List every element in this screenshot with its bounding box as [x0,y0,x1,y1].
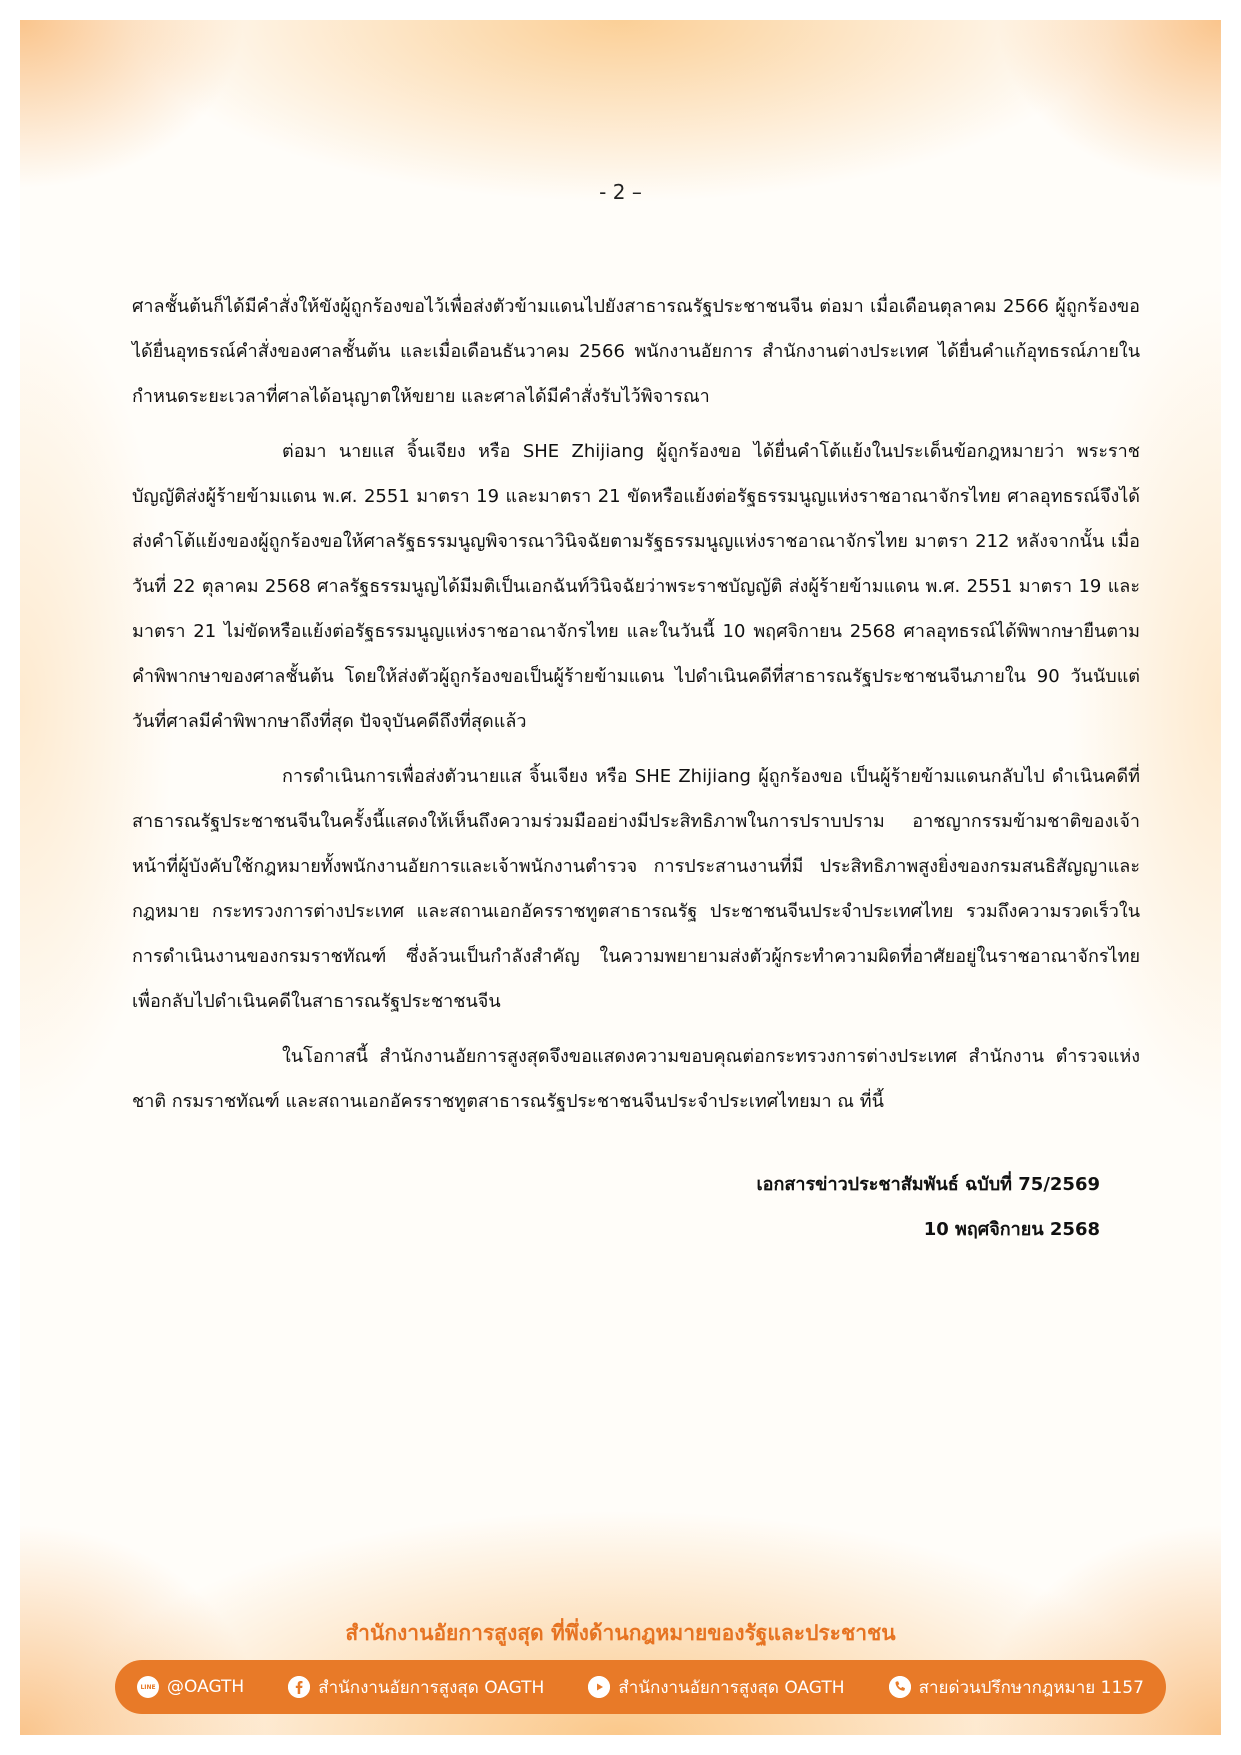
youtube-icon [588,1676,610,1698]
paragraph-2: ต่อมา นายแส จิ้นเจียง หรือ SHE Zhijiang ผู้ถูกร้องขอ ได้ยื่นคำโต้แย้งในประเด็นข้อกฎหมายว่า พระราชบัญญัติส่งผู้ร้ายข้ามแดน พ.ศ. 2551 มาตรา 19 และมาตรา 21 ขัดหรือแย้งต่อรัฐธรรมนูญแห่งราชอาณาจักรไทย ศาลอุทธรณ์จึงได้ส่งคำโต้แย้งของผู้ถูกร้องขอให้ศาลรัฐธรรมนูญพิจารณาวินิจฉัยตามรัฐธรรมนูญแห่งราชอาณาจักรไทย มาตรา 212 หลังจากนั้น เมื่อวันที่ 22 ตุลาคม 2568 ศาลรัฐธรรมนูญได้มีมติเป็นเอกฉันท์วินิจฉัยว่าพระราชบัญญัติ ส่งผู้ร้ายข้ามแดน พ.ศ. 2551 มาตรา 19 และมาตรา 21 ไม่ขัดหรือแย้งต่อรัฐธรรมนูญแห่งราชอาณาจักรไทย และในวันนี้ 10 พฤศจิกายน 2568 ศาลอุทธรณ์ได้พิพากษายืนตามคำพิพากษาของศาลชั้นต้น โดยให้ส่งตัวผู้ถูกร้องขอเป็นผู้ร้ายข้ามแดน ไปดำเนินคดีที่สาธารณรัฐประชาชนจีนภายใน 90 วันนับแต่วันที่ศาลมีคำพิพากษาถึงที่สุด ปัจจุบันคดีถึงที่สุดแล้ว [132,441,1140,732]
contact-youtube[interactable] [588,1674,844,1701]
phone-icon [889,1676,911,1698]
page-number: - 2 – [599,180,642,204]
page-frame [20,20,1221,1735]
contact-facebook-label: สำนักงานอัยการสูงสุด OAGTH [318,1677,545,1698]
contact-line-label: @OAGTH [167,1677,245,1697]
paragraph-1: ศาลชั้นต้นก็ได้มีคำสั่งให้ขังผู้ถูกร้องขอไว้เพื่อส่งตัวข้ามแดนไปยังสาธารณรัฐประชาชนจีน ต่อมา เมื่อเดือนตุลาคม 2566 ผู้ถูกร้องขอได้ยื่นอุทธรณ์คำสั่งของศาลชั้นต้น และเมื่อเดือนธันวาคม 2566 พนักงานอัยการ สำนักงานต่างประเทศ ได้ยื่นคำแก้อุทธรณ์ภายในกำหนดระยะเวลาที่ศาลได้อนุญาตให้ขยาย และศาลได้มีคำสั่งรับไว้พิจารณา [132,296,1140,407]
footer-slogan: สำนักงานอัยการสูงสุด ที่พึ่งด้านกฎหมายของรัฐและประชาชน [345,1621,896,1645]
release-date: 10 พฤศจิกายน 2568 [923,1219,1100,1240]
contact-line[interactable] [137,1676,244,1698]
contact-hotline-label: สายด่วนปรึกษากฎหมาย 1157 [918,1677,1144,1698]
contact-bar [115,1660,1166,1714]
press-release-reference: เอกสารข่าวประชาสัมพันธ์ ฉบับที่ 75/2569 [756,1174,1100,1195]
paragraph-4: ในโอกาสนี้ สำนักงานอัยการสูงสุดจึงขอแสดงความขอบคุณต่อกระทรวงการต่างประเทศ สำนักงาน ตำรวจแห่งชาติ กรมราชทัณฑ์ และสถานเอกอัครราชทูตสาธารณรัฐประชาชนจีนประจำประเทศไทยมา ณ ที่นี้ [132,1046,1140,1112]
contact-facebook[interactable] [288,1674,544,1701]
document-body [132,284,1140,1124]
contact-hotline[interactable] [889,1674,1144,1701]
paragraph-3: การดำเนินการเพื่อส่งตัวนายแส จิ้นเจียง หรือ SHE Zhijiang ผู้ถูกร้องขอ เป็นผู้ร้ายข้ามแดนกลับไป ดำเนินคดีที่สาธารณรัฐประชาชนจีนในครั้งนี้แสดงให้เห็นถึงความร่วมมืออย่างมีประสิทธิภาพในการปราบปราม อาชญากรรมข้ามชาติของเจ้าหน้าที่ผู้บังคับใช้กฎหมายทั้งพนักงานอัยการและเจ้าพนักงานตำรวจ การประสานงานที่มี ประสิทธิภาพสูงยิ่งของกรมสนธิสัญญาและกฎหมาย กระทรวงการต่างประเทศ และสถานเอกอัครราชทูตสาธารณรัฐ ประชาชนจีนประจำประเทศไทย รวมถึงความรวดเร็วในการดำเนินงานของกรมราชทัณฑ์ ซึ่งล้วนเป็นกำลังสำคัญ ในความพยายามส่งตัวผู้กระทำความผิดที่อาศัยอยู่ในราชอาณาจักรไทยเพื่อกลับไปดำเนินคดีในสาธารณรัฐประชาชนจีน [132,766,1140,1012]
signature-block [757,1162,1100,1252]
contact-youtube-label: สำนักงานอัยการสูงสุด OAGTH [618,1677,845,1698]
facebook-icon [288,1676,310,1698]
line-icon: LINE [137,1676,159,1698]
